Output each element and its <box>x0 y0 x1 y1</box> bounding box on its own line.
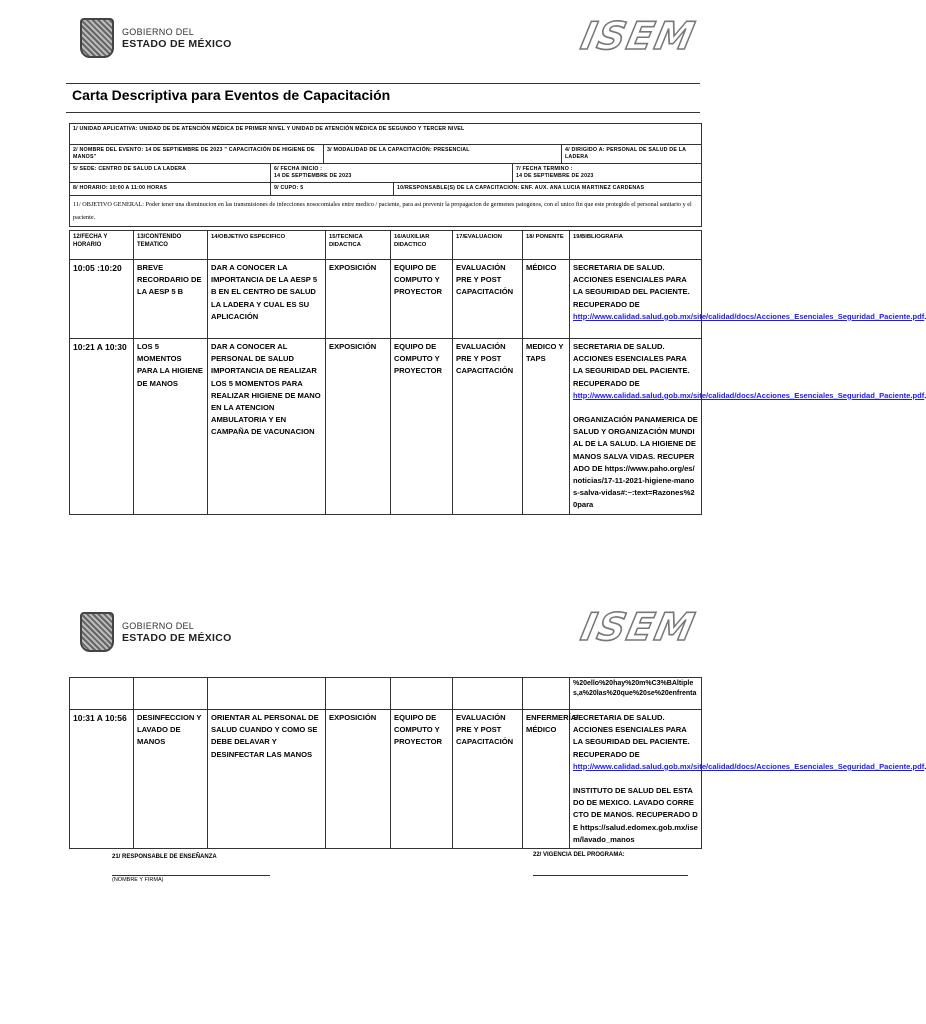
header-tecnica: 15/TECNICA DIDACTICA <box>326 231 391 260</box>
row-evaluacion: EVALUACIÓN PRE Y POST CAPACITACIÓN <box>453 339 523 515</box>
row-bibliografia: SECRETARIA DE SALUD. ACCIONES ESENCIALES PARA LA SEGURIDAD DEL PACIENTE. RECUPERADO DE http://www.calidad.salud.gob.mx/site/calidad/docs/Acciones_Esenciales_Seguridad_Paciente.pdf ORGANIZACIÓN PANAMERICA DE SALUD Y ORGANIZACIÓN MUNDIAL DE LA SALUD. LA HIGIENE DE MANOS SALVA VIDAS. RECUPERADO DE https://www.paho.org/es/noticias/17-11-2021-higiene-manos-salva-vidas#:~:text=Razones%20para <box>570 339 702 515</box>
responsable-ensenanza-label: 21/ RESPONSABLE DE ENSEÑANZA <box>112 854 217 860</box>
bibliography-entry-2: ORGANIZACIÓN PANAMERICA DE SALUD Y ORGANIZACIÓN MUNDIAL DE LA SALUD. LA HIGIENE DE MANOS SALVA VIDAS. RECUPERADO DE https://www.paho.org/es/noticias/17-11-2021-higiene-manos-salva-vidas#:~:text=Razones%20para <box>573 415 698 510</box>
table-row <box>70 339 702 515</box>
table-row <box>70 710 702 849</box>
coat-of-arms-icon <box>80 612 114 652</box>
vigencia-line <box>533 875 688 876</box>
header-objetivo: 14/OBJETIVO ESPECIFICO <box>208 231 326 260</box>
row-ponente: MEDICO Y TAPS <box>523 339 570 515</box>
fecha-termino: 7/ FECHA TERMINO : 14 DE SEPTIEMBRE DE 2023 <box>513 164 702 183</box>
gobierno-estado-mexico-logo <box>80 18 232 58</box>
row-bibliografia: SECRETARIA DE SALUD. ACCIONES ESENCIALES PARA LA SEGURIDAD DEL PACIENTE. RECUPERADO DE http://www.calidad.salud.gob.mx/site/calidad/docs/Acciones_Esenciales_Seguridad_Paciente.pdf INSTITUTO DE SALUD DEL ESTADO DE MEXICO. LAVADO CORRECTO DE MANOS. RECUPERADO DE https://salud.edomex.gob.mx/isem/lavado_manos <box>570 710 702 849</box>
table-row <box>70 260 702 339</box>
bibliography-link[interactable]: http://www.calidad.salud.gob.mx/site/calidad/docs/Acciones_Esenciales_Seguridad_Paciente.pdf <box>573 311 925 321</box>
row-ponente: MÉDICO <box>523 260 570 339</box>
row-ponente: ENFERMERÍA/ MÉDICO <box>523 710 570 849</box>
header-contenido: 13/CONTENIDO TEMATICO <box>134 231 208 260</box>
document-title: Carta Descriptiva para Eventos de Capacitación <box>72 87 391 103</box>
header-ponente: 18/ PONENTE <box>523 231 570 260</box>
row-contenido: LOS 5 MOMENTOS PARA LA HIGIENE DE MANOS <box>134 339 208 515</box>
row-tecnica: EXPOSICIÓN <box>326 260 391 339</box>
row-auxiliar: EQUIPO DE COMPUTO Y PROYECTOR <box>391 710 453 849</box>
isem-logo: ISEM <box>577 14 700 58</box>
signature-line <box>112 875 270 876</box>
header-auxiliar: 16/AUXILIAR DIDACTICO <box>391 231 453 260</box>
fecha-inicio: 6/ FECHA INICIO : 14 DE SEPTIEMBRE DE 2023 <box>271 164 513 183</box>
table-header-row <box>70 231 702 260</box>
header-fecha: 12/FECHA Y HORARIO <box>70 231 134 260</box>
dirigido-a: 4/ DIRIGIDO A: PERSONAL DE SALUD DE LA LADERA <box>562 145 702 164</box>
header-evaluacion: 17/EVALUACION <box>453 231 523 260</box>
row-objetivo: ORIENTAR AL PERSONAL DE SALUD CUANDO Y COMO SE DEBE DELAVAR Y DESINFECTAR LAS MANOS <box>208 710 326 849</box>
row-tecnica: EXPOSICIÓN <box>326 339 391 515</box>
row-bibliografia: SECRETARIA DE SALUD. ACCIONES ESENCIALES PARA LA SEGURIDAD DEL PACIENTE. RECUPERADO DE http://www.calidad.salud.gob.mx/site/calidad/docs/Acciones_Esenciales_Seguridad_Paciente.pdf <box>570 260 702 339</box>
objetivo-general: 11/ OBJETIVO GENERAL: Poder tener una disminucion en las transmisiones de infecciones nosocomiales entre medico / paciente, para asi prevenir la propagacion de germenes patogenos, con el unico fin que este protegido el personal sanitario y el paciente. <box>70 196 702 227</box>
title-rule-bottom <box>66 112 700 113</box>
row-evaluacion: EVALUACIÓN PRE Y POST CAPACITACIÓN <box>453 710 523 849</box>
bibliography-entry-2: INSTITUTO DE SALUD DEL ESTADO DE MEXICO. LAVADO CORRECTO DE MANOS. RECUPERADO DE https://salud.edomex.gob.mx/isem/lavado_manos <box>573 786 698 844</box>
row-bibliografia-cont: %20ello%20hay%20m%C3%BAltiples,a%20las%20que%20se%20enfrenta <box>570 678 702 710</box>
coat-of-arms-icon <box>80 18 114 58</box>
table-row <box>70 678 702 710</box>
horario: 8/ HORARIO: 10:00 A 11:00 HORAS <box>70 183 271 196</box>
row-auxiliar: EQUIPO DE COMPUTO Y PROYECTOR <box>391 339 453 515</box>
bibliography-link[interactable]: http://www.calidad.salud.gob.mx/site/calidad/docs/Acciones_Esenciales_Seguridad_Paciente.pdf <box>573 390 925 400</box>
responsable-capacitacion: 10/RESPONSABLE(S) DE LA CAPACITACION: ENF. AUX. ANA LUCIA MARTINEZ CARDENAS <box>394 183 702 196</box>
event-info-table <box>69 123 702 227</box>
cupo: 9/ CUPO: 5 <box>271 183 394 196</box>
logo-line-2: ESTADO DE MÉXICO <box>122 632 232 644</box>
nombre-firma-label: (NOMBRE Y FIRMA) <box>112 877 164 883</box>
row-auxiliar: EQUIPO DE COMPUTO Y PROYECTOR <box>391 260 453 339</box>
row-time: 10:31 A 10:56 <box>70 710 134 849</box>
schedule-table-continued <box>69 677 925 849</box>
row-contenido: BREVE RECORDARIO DE LA AESP 5 B <box>134 260 208 339</box>
isem-logo: ISEM <box>577 605 700 649</box>
sede: 5/ SEDE: CENTRO DE SALUD LA LADERA <box>70 164 271 183</box>
gobierno-estado-mexico-logo <box>80 612 232 652</box>
row-time: 10:05 :10:20 <box>70 260 134 339</box>
title-rule-top <box>66 83 700 84</box>
schedule-table <box>69 230 925 515</box>
bibliography-link[interactable]: http://www.calidad.salud.gob.mx/site/calidad/docs/Acciones_Esenciales_Seguridad_Paciente.pdf <box>573 761 925 771</box>
row-tecnica: EXPOSICIÓN <box>326 710 391 849</box>
vigencia-programa-label: 22/ VIGENCIA DEL PROGRAMA: <box>533 852 625 858</box>
row-evaluacion: EVALUACIÓN PRE Y POST CAPACITACIÓN <box>453 260 523 339</box>
nombre-evento: 2/ NOMBRE DEL EVENTO: 14 DE SEPTIEMBRE DE 2023 " CAPACITACIÓN DE HIGIENE DE MANOS" <box>70 145 324 164</box>
header-bibliografia: 19/BIBLIOGRAFIA <box>570 231 702 260</box>
modalidad: 3/ MODALIDAD DE LA CAPACITACIÓN: PRESENCIAL <box>324 145 562 164</box>
logo-line-1: GOBIERNO DEL <box>122 621 195 631</box>
logo-line-2: ESTADO DE MÉXICO <box>122 38 232 50</box>
logo-line-1: GOBIERNO DEL <box>122 27 195 37</box>
unidad-aplicativa: 1/ UNIDAD APLICATIVA: UNIDAD DE DE ATENCIÓN MÉDICA DE PRIMER NIVEL Y UNIDAD DE ATENCIÓN MÉDICA DE SEGUNDO Y TERCER NIVEL <box>70 124 702 145</box>
row-contenido: DESINFECCION Y LAVADO DE MANOS <box>134 710 208 849</box>
row-objetivo: DAR A CONOCER AL PERSONAL DE SALUD IMPORTANCIA DE REALIZAR LOS 5 MOMENTOS PARA REALIZAR HIGIENE DE MANO EN LA ATENCION AMBULATORIA Y EN CAMPAÑA DE VACUNACION <box>208 339 326 515</box>
row-time: 10:21 A 10:30 <box>70 339 134 515</box>
row-objetivo: DAR A CONOCER LA IMPORTANCIA DE LA AESP 5 B EN EL CENTRO DE SALUD LA LADERA Y CUAL ES SU APLICACIÓN <box>208 260 326 339</box>
